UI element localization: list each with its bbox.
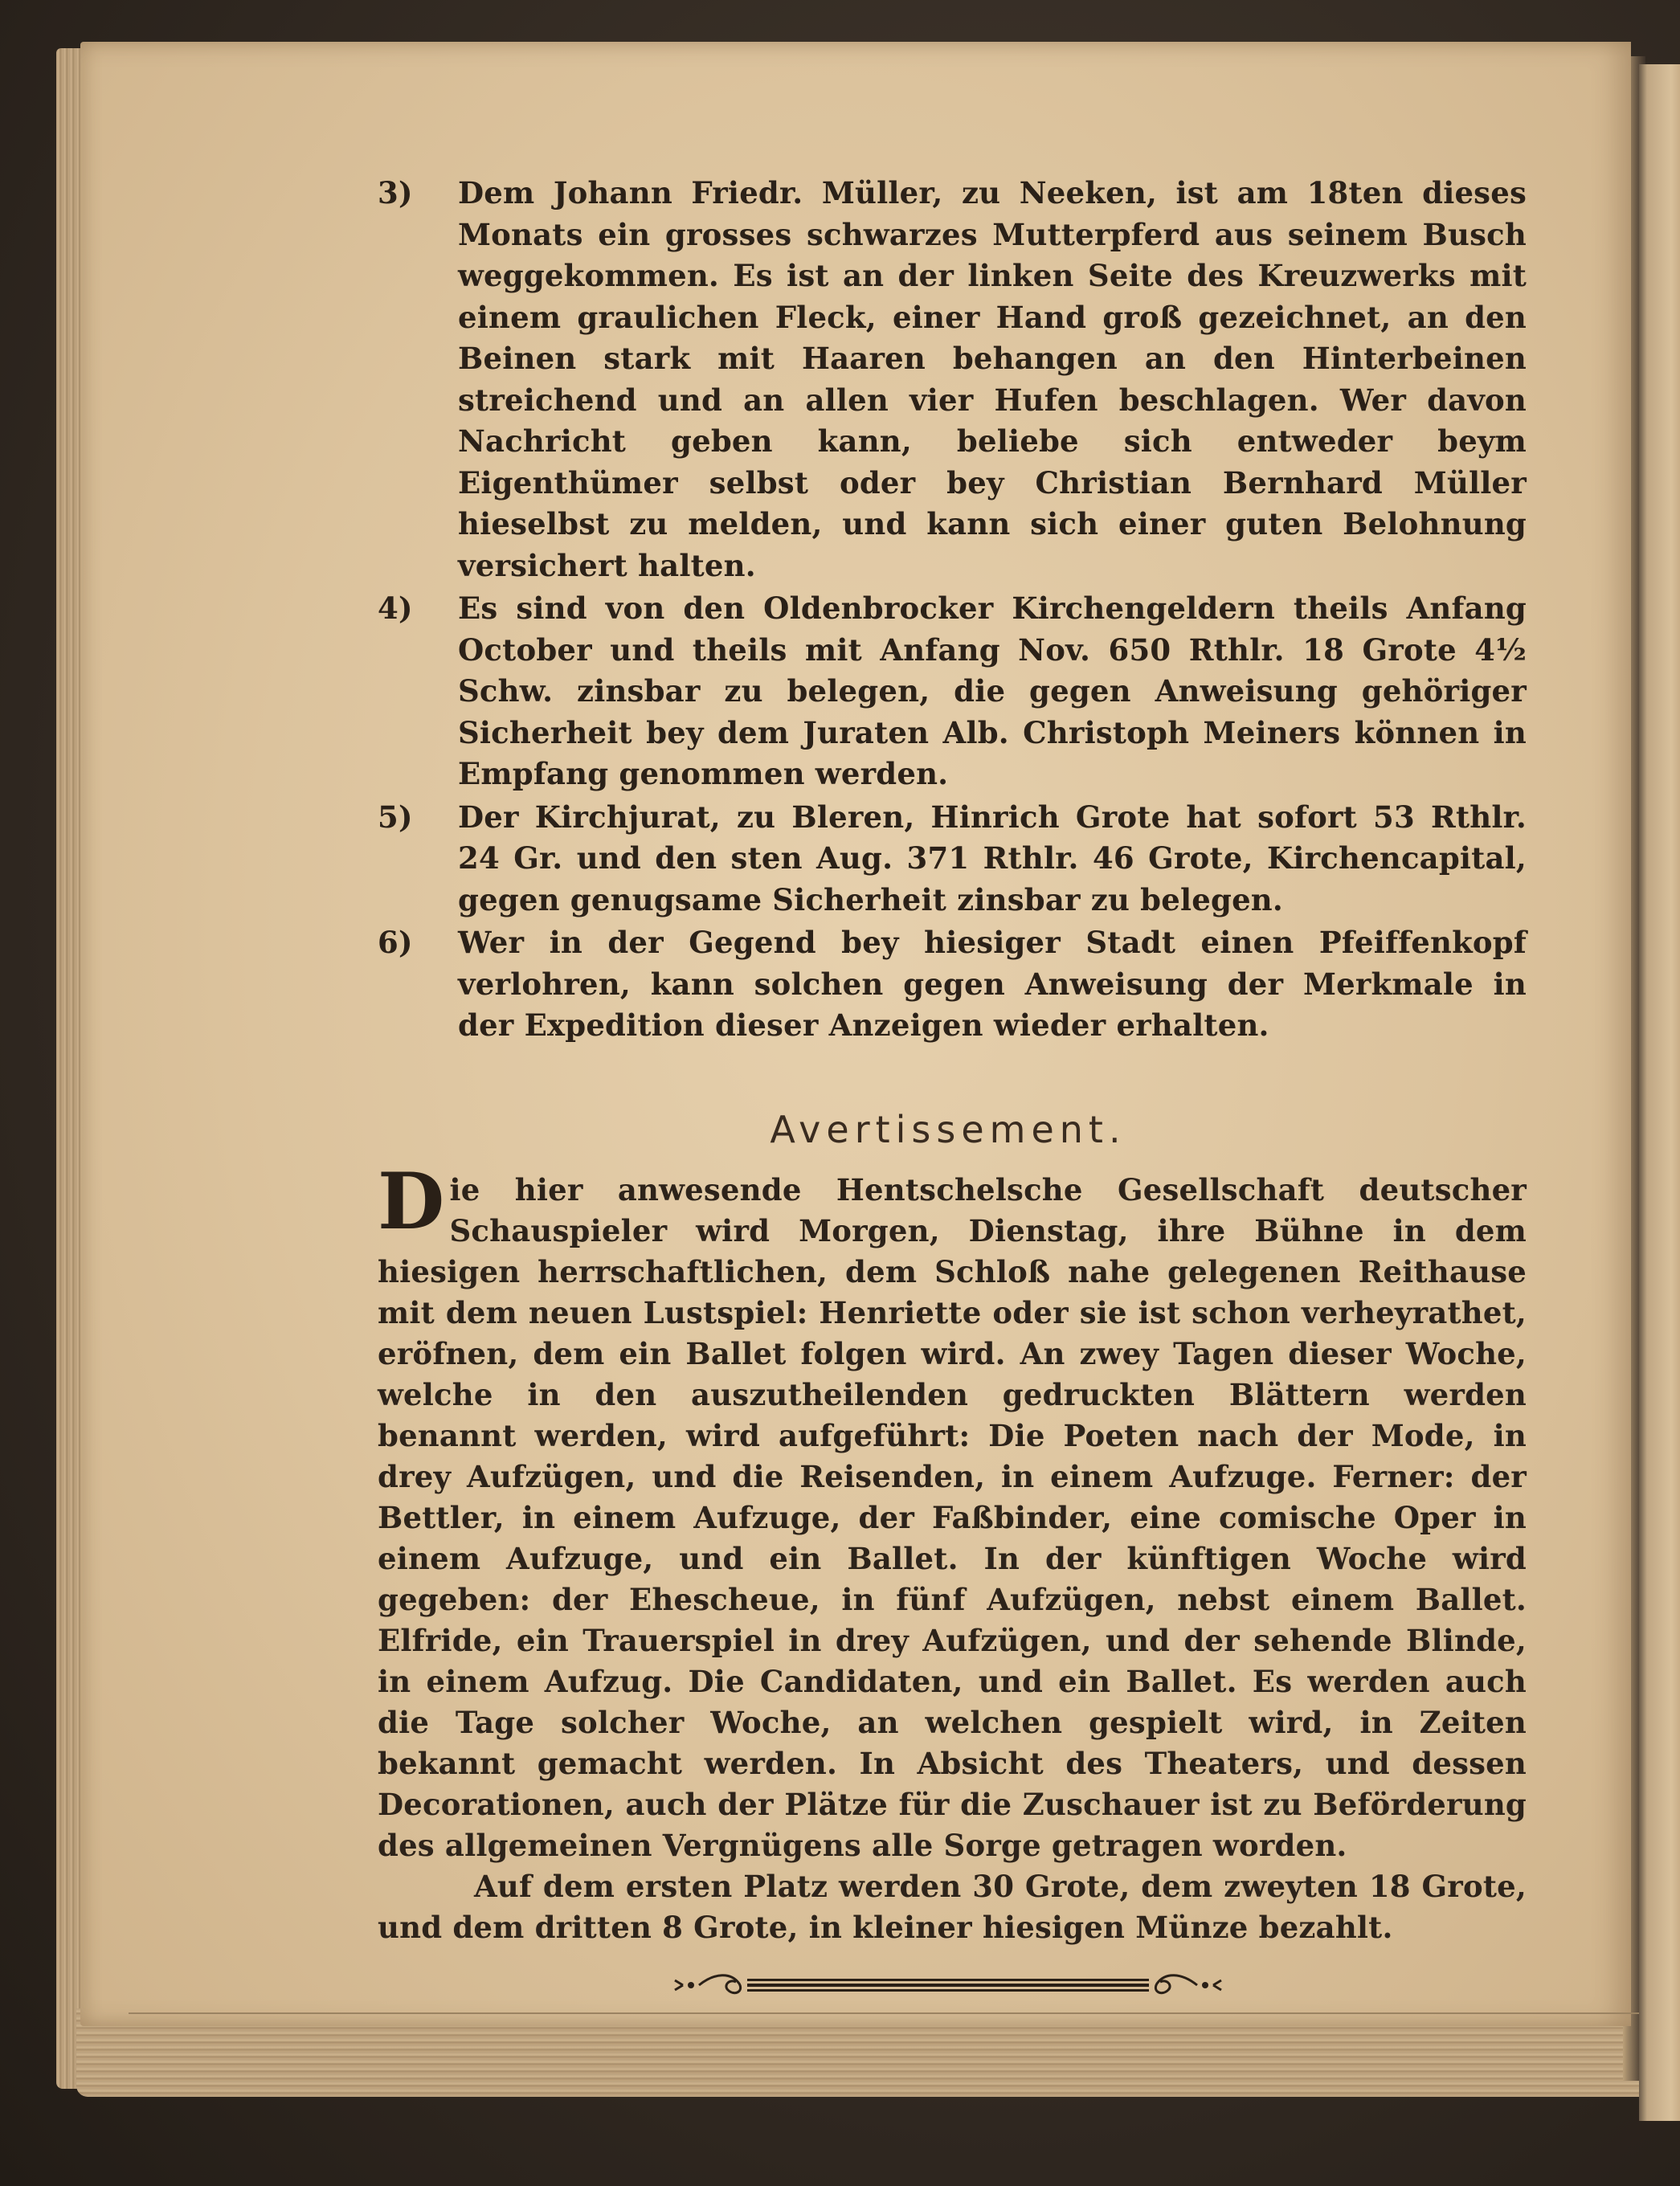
notice-text: Der Kirchjurat, zu Bleren, Hinrich Grote hat sofort 53 Rthlr. 24 Gr. und den sten Aug. 371 Rthlr. 46 Grote, Kirchencapital, gegen genugsame Sicherheit zinsbar zu belegen. — [458, 799, 1527, 917]
notice-entry — [370, 922, 1527, 1047]
notice-number: 6) — [378, 925, 413, 960]
notice-entry — [370, 588, 1527, 795]
notice-number: 5) — [378, 799, 413, 835]
avertissement-paragraph — [378, 1156, 1527, 1866]
notice-text: Es sind von den Oldenbrocker Kirchengeldern theils Anfang October und theils mit Anfang Nov. 650 Rthlr. 18 Grote 4½ Schw. zinsbar zu belegen, die gegen Anweisung gehöriger Sicherheit bey dem Juraten Alb. Christoph Meiners können in Empfang genommen werden. — [458, 590, 1527, 791]
drop-cap: D — [378, 1156, 445, 1247]
notice-number: 3) — [378, 175, 413, 210]
section-heading: Avertissement. — [770, 1107, 1126, 1151]
notice-entry — [370, 173, 1527, 586]
notice-number: 4) — [378, 590, 413, 626]
page-text-block — [370, 173, 1527, 2001]
page-bottom-rule — [129, 2012, 1639, 2014]
facing-page-edge — [1639, 64, 1680, 2121]
notice-text: Dem Johann Friedr. Müller, zu Neeken, ist am 18ten dieses Monats ein grosses schwarzes Mutterpferd aus seinem Busch weggekommen. Es ist an der linken Seite des Kreuzwerks mit einem graulichen Fleck, einer Hand groß gezeichnet, an den Beinen stark mit Haaren behangen an den Hinterbeinen streichend und an allen vier Hufen beschlagen. Wer davon Nachricht geben kann, beliebe sich entweder beym Eigenthümer selbst oder bey Christian Bernhard Müller hieselbst zu melden, und kann sich einer guten Belohnung versichert halten. — [458, 175, 1527, 583]
printers-ornament-icon — [667, 1969, 1229, 2001]
avertissement-prices: Auf dem ersten Platz werden 30 Grote, dem zweyten 18 Grote, und dem dritten 8 Grote, in kleiner hiesigen Münze bezahlt. — [378, 1869, 1527, 1945]
notice-text: Wer in der Gegend bey hiesiger Stadt einen Pfeiffenkopf verlohren, kann solchen gegen Anweisung der Merkmale in der Expedition dieser Anzeigen wieder erhalten. — [458, 925, 1527, 1043]
avertissement-body: ie hier anwesende Hentschelsche Gesellschaft deutscher Schauspieler wird Morgen, Dienstag, ihre Bühne in dem hiesigen herrschaftlichen, dem Schloß nahe gelegenen Reithause mit dem neuen Lustspiel: Henriette oder sie ist schon verheyrathet, eröfnen, dem ein Ballet folgen wird. An zwey Tagen dieser Woche, welche in den auszutheilenden gedruckten Blättern werden benannt werden, wird aufgeführt: Die Poeten nach der Mode, in drey Aufzügen, und die Reisenden, in einem Aufzuge. Ferner: der Bettler, in einem Aufzuge, der Faßbinder, eine comische Oper in einem Aufzuge, und ein Ballet. In der künftigen Woche wird gegeben: der Ehescheue, in fünf Aufzügen, nebst einem Ballet. Elfride, ein Trauerspiel in drey Aufzügen, und der sehende Blinde, in einem Aufzug. Die Candidaten, und ein Ballet. Es werden auch die Tage solcher Woche, an welchen gespielt wird, in Zeiten bekannt gemacht werden. In Absicht des Theaters, und dessen Decorationen, auch der Plätze für die Zuschauer ist zu Beförderung des allgemeinen Vergnügens alle Sorge getragen worden. — [378, 1172, 1527, 1863]
notice-entry — [370, 797, 1527, 921]
